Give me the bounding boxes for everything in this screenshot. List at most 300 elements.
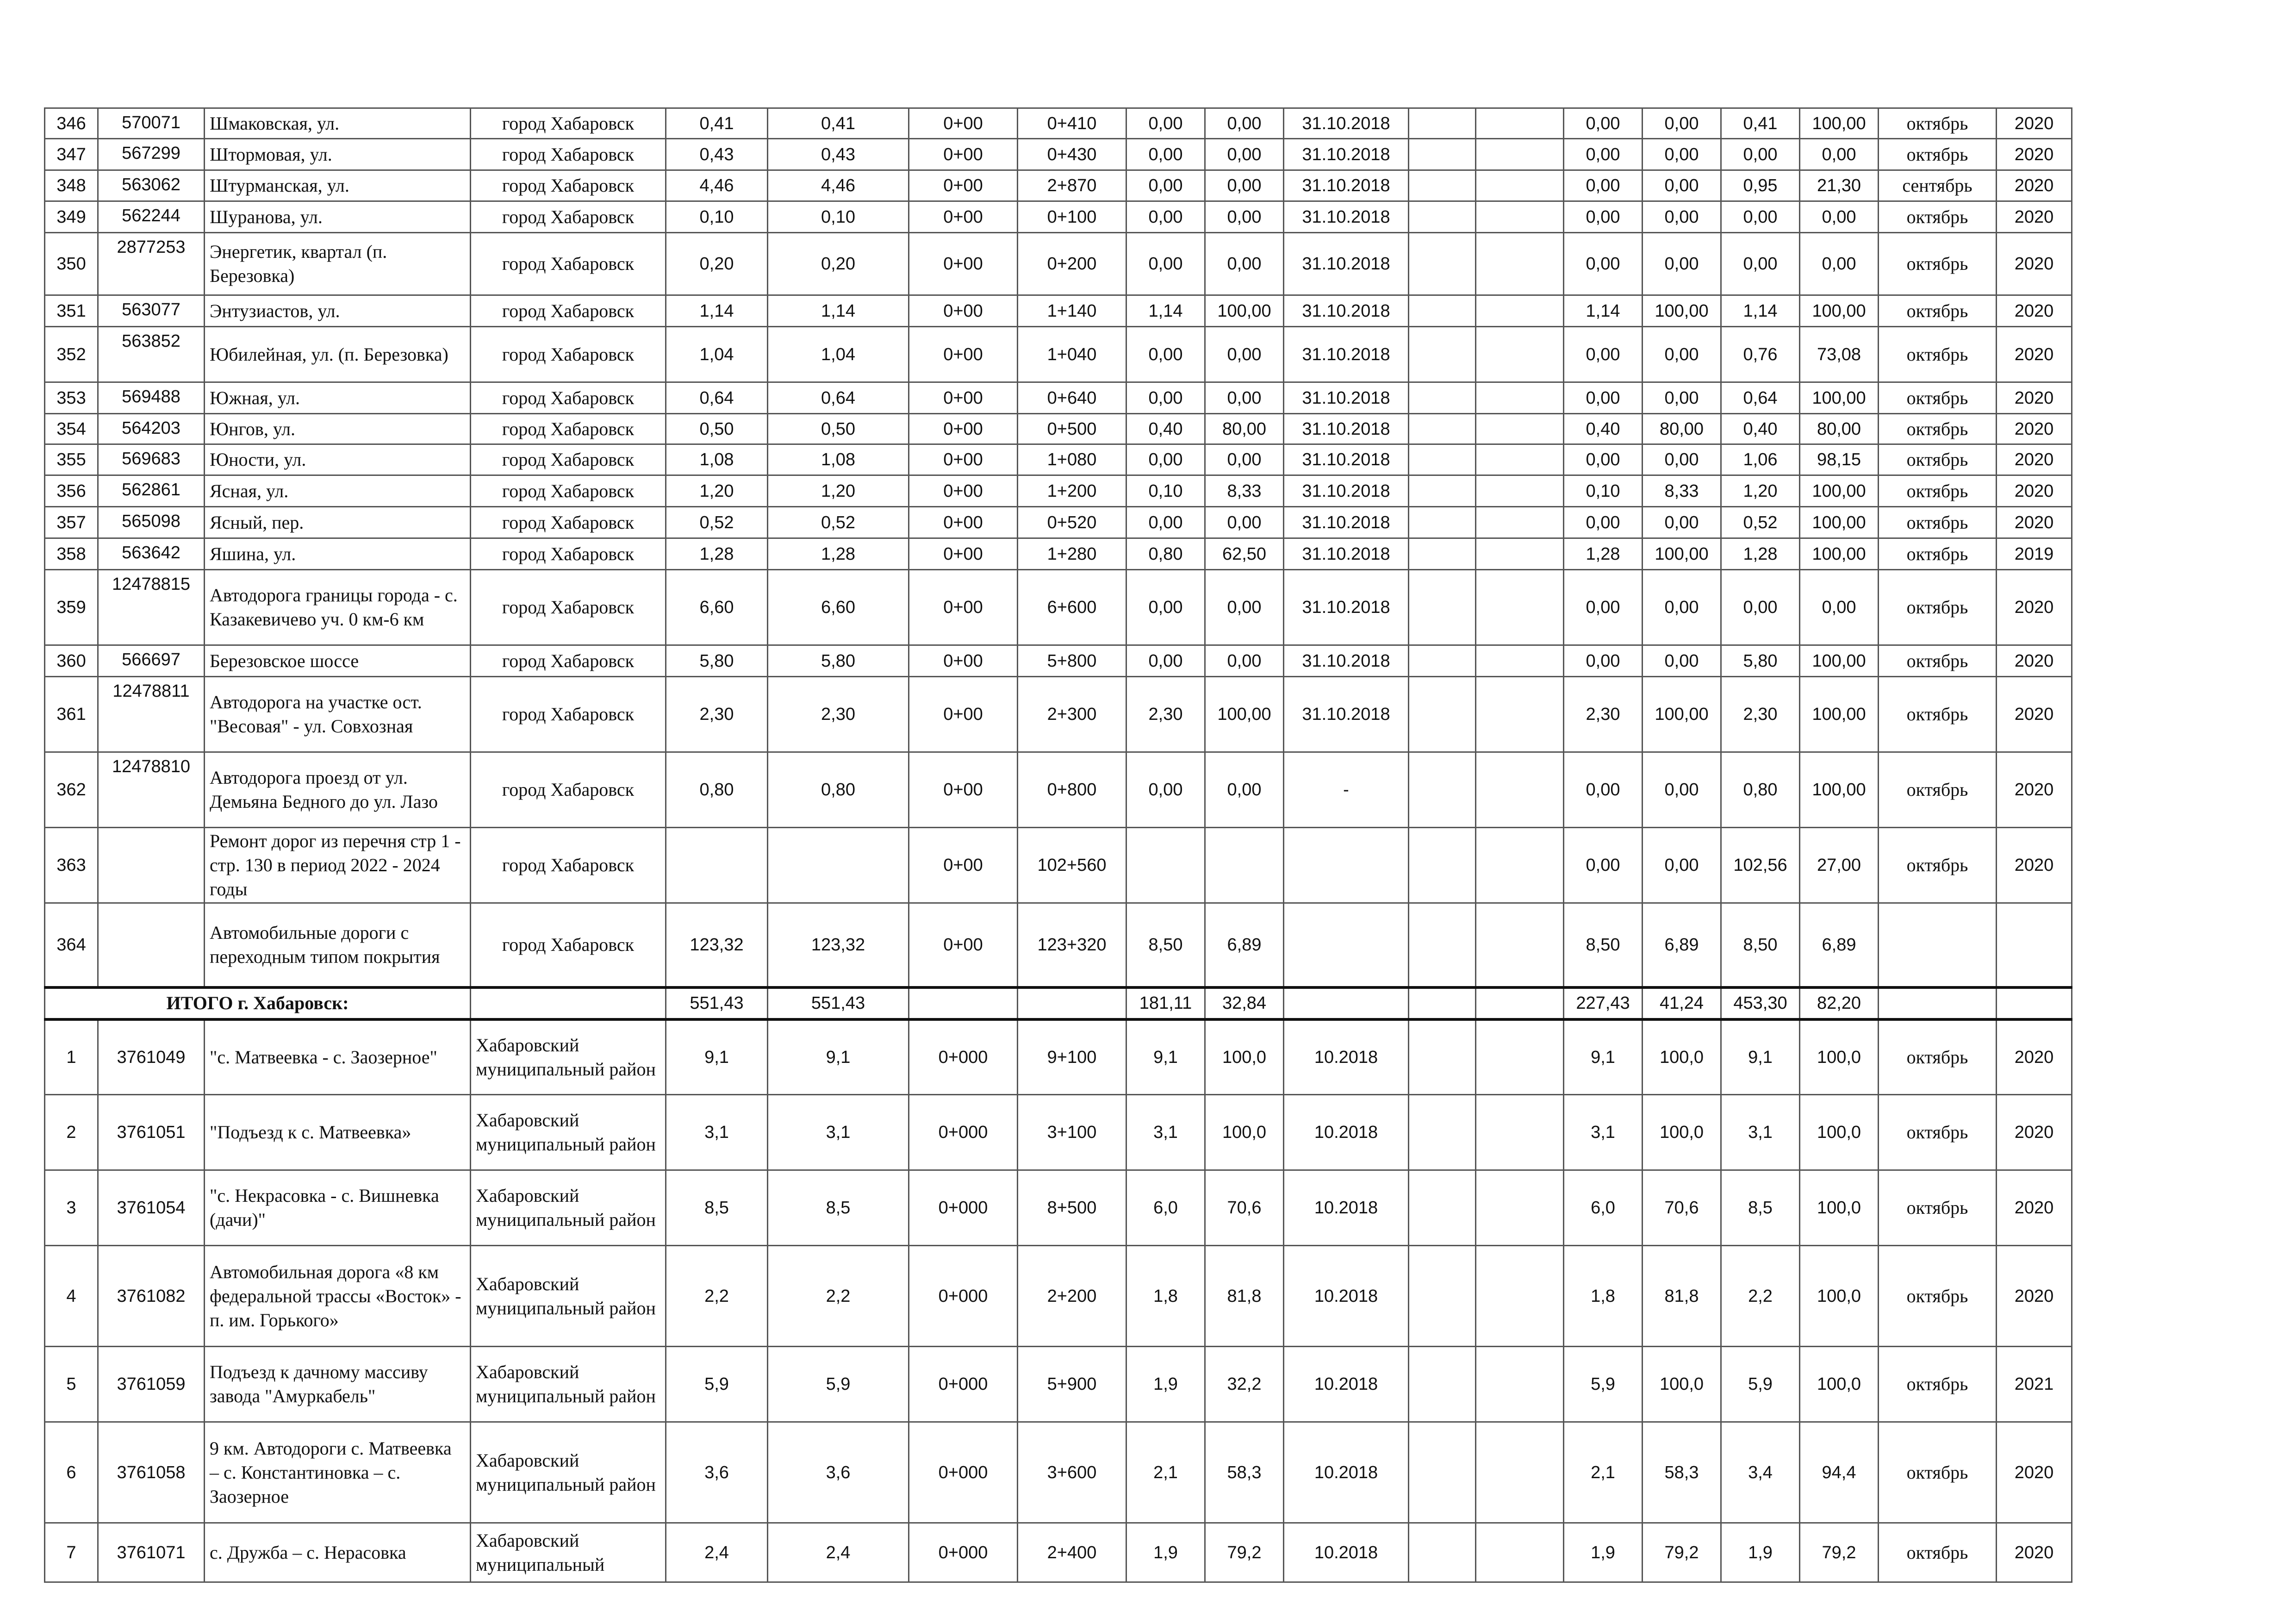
locality: город Хабаровск xyxy=(471,538,666,570)
value-d1: 1,14 xyxy=(1721,295,1800,327)
table-row xyxy=(45,903,2072,987)
locality: Хабаровский муниципальный район xyxy=(471,1019,666,1095)
percent-a2: 79,2 xyxy=(1205,1523,1284,1582)
year: 2020 xyxy=(1997,1170,2072,1246)
percent-d2: 100,0 xyxy=(1800,1246,1879,1347)
length-2: 0,43 xyxy=(768,139,909,170)
km-to: 5+900 xyxy=(1018,1347,1126,1422)
value-d1: 2,30 xyxy=(1721,677,1800,752)
road-name: Шуранова, ул. xyxy=(205,201,471,233)
total-d2: 82,20 xyxy=(1800,987,1879,1019)
value-a1: 0,00 xyxy=(1126,444,1205,475)
percent-a2: 0,00 xyxy=(1205,170,1284,201)
percent-a2: 0,00 xyxy=(1205,570,1284,645)
percent-a2: 0,00 xyxy=(1205,139,1284,170)
row-number: 353 xyxy=(45,382,98,414)
survey-date: 31.10.2018 xyxy=(1284,538,1409,570)
road-code: 12478810 xyxy=(98,752,205,828)
road-code: 569488 xyxy=(98,382,205,414)
percent-d2: 100,00 xyxy=(1800,752,1879,828)
road-code: 563852 xyxy=(98,327,205,382)
month: октябрь xyxy=(1879,327,1997,382)
row-number: 1 xyxy=(45,1019,98,1095)
month: октябрь xyxy=(1879,414,1997,444)
length-2: 2,4 xyxy=(768,1523,909,1582)
month: октябрь xyxy=(1879,677,1997,752)
total-date xyxy=(1284,987,1409,1019)
percent-d2: 0,00 xyxy=(1800,139,1879,170)
length-2: 0,41 xyxy=(768,108,909,139)
year: 2019 xyxy=(1997,538,2072,570)
value-c1: 6,0 xyxy=(1564,1170,1643,1246)
km-to: 3+600 xyxy=(1018,1422,1126,1523)
locality: город Хабаровск xyxy=(471,327,666,382)
road-code: 562244 xyxy=(98,201,205,233)
length-1: 0,43 xyxy=(666,139,768,170)
value-d1: 5,80 xyxy=(1721,645,1800,677)
value-a1: 0,00 xyxy=(1126,170,1205,201)
value-c1: 0,00 xyxy=(1564,327,1643,382)
percent-a2: 62,50 xyxy=(1205,538,1284,570)
road-code: 3761071 xyxy=(98,1523,205,1582)
table-row xyxy=(45,201,2072,233)
month: октябрь xyxy=(1879,233,1997,295)
survey-date: 31.10.2018 xyxy=(1284,414,1409,444)
value-b1 xyxy=(1409,327,1476,382)
value-b1 xyxy=(1409,382,1476,414)
survey-date: 10.2018 xyxy=(1284,1523,1409,1582)
value-b1 xyxy=(1409,139,1476,170)
km-from: 0+000 xyxy=(909,1523,1018,1582)
year: 2020 xyxy=(1997,1422,2072,1523)
value-b1 xyxy=(1409,570,1476,645)
length-2: 1,08 xyxy=(768,444,909,475)
length-2: 1,20 xyxy=(768,475,909,507)
percent-c2: 0,00 xyxy=(1643,444,1721,475)
percent-a2: 0,00 xyxy=(1205,382,1284,414)
year: 2020 xyxy=(1997,645,2072,677)
km-to: 2+200 xyxy=(1018,1246,1126,1347)
table-row xyxy=(45,538,2072,570)
value-b2 xyxy=(1476,570,1564,645)
value-a1: 0,00 xyxy=(1126,327,1205,382)
value-d1: 1,9 xyxy=(1721,1523,1800,1582)
row-number: 348 xyxy=(45,170,98,201)
length-1: 5,80 xyxy=(666,645,768,677)
total-year xyxy=(1997,987,2072,1019)
survey-date: 31.10.2018 xyxy=(1284,645,1409,677)
year: 2020 xyxy=(1997,139,2072,170)
value-d1: 0,00 xyxy=(1721,570,1800,645)
row-number: 351 xyxy=(45,295,98,327)
percent-d2: 100,00 xyxy=(1800,507,1879,538)
locality: город Хабаровск xyxy=(471,170,666,201)
survey-date: 10.2018 xyxy=(1284,1019,1409,1095)
survey-date: 31.10.2018 xyxy=(1284,677,1409,752)
row-number: 356 xyxy=(45,475,98,507)
length-1: 2,2 xyxy=(666,1246,768,1347)
row-number: 2 xyxy=(45,1095,98,1170)
percent-c2: 58,3 xyxy=(1643,1422,1721,1523)
percent-d2: 98,15 xyxy=(1800,444,1879,475)
value-b2 xyxy=(1476,828,1564,903)
value-d1: 0,00 xyxy=(1721,139,1800,170)
locality: Хабаровский муниципальный район xyxy=(471,1170,666,1246)
km-to: 0+430 xyxy=(1018,139,1126,170)
year: 2020 xyxy=(1997,752,2072,828)
road-name: Шмаковская, ул. xyxy=(205,108,471,139)
month: октябрь xyxy=(1879,828,1997,903)
survey-date: 10.2018 xyxy=(1284,1095,1409,1170)
percent-d2: 0,00 xyxy=(1800,570,1879,645)
km-to: 0+410 xyxy=(1018,108,1126,139)
year: 2020 xyxy=(1997,1246,2072,1347)
table-row xyxy=(45,752,2072,828)
km-to: 2+400 xyxy=(1018,1523,1126,1582)
locality: Хабаровский муниципальный район xyxy=(471,1422,666,1523)
road-code: 3761058 xyxy=(98,1422,205,1523)
locality: город Хабаровск xyxy=(471,570,666,645)
survey-date: 31.10.2018 xyxy=(1284,507,1409,538)
length-2: 0,50 xyxy=(768,414,909,444)
length-1: 2,4 xyxy=(666,1523,768,1582)
length-1: 3,1 xyxy=(666,1095,768,1170)
length-2: 6,60 xyxy=(768,570,909,645)
value-b1 xyxy=(1409,1170,1476,1246)
table-row xyxy=(45,828,2072,903)
road-name: Энтузиастов, ул. xyxy=(205,295,471,327)
value-d1: 0,00 xyxy=(1721,201,1800,233)
road-code: 563642 xyxy=(98,538,205,570)
road-name: Юнгов, ул. xyxy=(205,414,471,444)
value-a1: 0,00 xyxy=(1126,139,1205,170)
survey-date: 10.2018 xyxy=(1284,1347,1409,1422)
length-2: 1,14 xyxy=(768,295,909,327)
value-b1 xyxy=(1409,1095,1476,1170)
year: 2020 xyxy=(1997,1523,2072,1582)
month xyxy=(1879,903,1997,987)
value-d1: 0,95 xyxy=(1721,170,1800,201)
length-2: 8,5 xyxy=(768,1170,909,1246)
road-name: Энергетик, квартал (п. Березовка) xyxy=(205,233,471,295)
percent-c2: 100,0 xyxy=(1643,1347,1721,1422)
row-number: 364 xyxy=(45,903,98,987)
percent-a2 xyxy=(1205,828,1284,903)
value-c1: 1,8 xyxy=(1564,1246,1643,1347)
table-row xyxy=(45,1347,2072,1422)
km-from: 0+000 xyxy=(909,1095,1018,1170)
value-d1: 8,50 xyxy=(1721,903,1800,987)
road-code: 563062 xyxy=(98,170,205,201)
km-to: 0+520 xyxy=(1018,507,1126,538)
length-2: 3,1 xyxy=(768,1095,909,1170)
length-1: 1,20 xyxy=(666,475,768,507)
length-1: 0,80 xyxy=(666,752,768,828)
total-b2 xyxy=(1476,987,1564,1019)
value-b2 xyxy=(1476,201,1564,233)
value-b2 xyxy=(1476,170,1564,201)
percent-c2: 0,00 xyxy=(1643,327,1721,382)
km-from: 0+00 xyxy=(909,828,1018,903)
km-to: 0+800 xyxy=(1018,752,1126,828)
percent-d2: 27,00 xyxy=(1800,828,1879,903)
road-code: 567299 xyxy=(98,139,205,170)
locality: Хабаровский муниципальный район xyxy=(471,1347,666,1422)
road-code: 569683 xyxy=(98,444,205,475)
percent-d2: 100,0 xyxy=(1800,1170,1879,1246)
survey-date xyxy=(1284,828,1409,903)
km-to: 1+080 xyxy=(1018,444,1126,475)
value-b1 xyxy=(1409,677,1476,752)
table-row xyxy=(45,414,2072,444)
survey-date: 31.10.2018 xyxy=(1284,475,1409,507)
month: октябрь xyxy=(1879,1095,1997,1170)
value-a1: 1,8 xyxy=(1126,1246,1205,1347)
value-a1: 9,1 xyxy=(1126,1019,1205,1095)
month: октябрь xyxy=(1879,475,1997,507)
month: октябрь xyxy=(1879,1019,1997,1095)
year: 2020 xyxy=(1997,295,2072,327)
value-a1: 0,00 xyxy=(1126,201,1205,233)
total-length-2: 551,43 xyxy=(768,987,909,1019)
row-number: 7 xyxy=(45,1523,98,1582)
month: октябрь xyxy=(1879,507,1997,538)
table-row xyxy=(45,170,2072,201)
percent-c2: 0,00 xyxy=(1643,233,1721,295)
percent-c2: 100,00 xyxy=(1643,538,1721,570)
percent-c2: 0,00 xyxy=(1643,108,1721,139)
road-name: с. Дружба – с. Нерасовка xyxy=(205,1523,471,1582)
road-name: Юности, ул. xyxy=(205,444,471,475)
km-from: 0+00 xyxy=(909,677,1018,752)
km-from: 0+00 xyxy=(909,414,1018,444)
value-a1: 0,00 xyxy=(1126,752,1205,828)
row-number: 347 xyxy=(45,139,98,170)
percent-c2: 0,00 xyxy=(1643,201,1721,233)
length-1: 4,46 xyxy=(666,170,768,201)
percent-d2: 94,4 xyxy=(1800,1422,1879,1523)
value-a1: 2,30 xyxy=(1126,677,1205,752)
value-b1 xyxy=(1409,507,1476,538)
survey-date: 31.10.2018 xyxy=(1284,139,1409,170)
km-from: 0+000 xyxy=(909,1422,1018,1523)
row-number: 355 xyxy=(45,444,98,475)
survey-date: 31.10.2018 xyxy=(1284,170,1409,201)
length-2: 123,32 xyxy=(768,903,909,987)
road-name: Автодорога на участке ост. "Весовая" - ул. Совхозная xyxy=(205,677,471,752)
value-a1: 6,0 xyxy=(1126,1170,1205,1246)
percent-d2: 100,0 xyxy=(1800,1347,1879,1422)
length-1: 0,10 xyxy=(666,201,768,233)
locality: город Хабаровск xyxy=(471,444,666,475)
value-a1: 0,00 xyxy=(1126,233,1205,295)
total-length-1: 551,43 xyxy=(666,987,768,1019)
value-a1: 1,9 xyxy=(1126,1347,1205,1422)
value-c1: 0,00 xyxy=(1564,752,1643,828)
value-b1 xyxy=(1409,828,1476,903)
km-to: 2+870 xyxy=(1018,170,1126,201)
value-b2 xyxy=(1476,1246,1564,1347)
value-b1 xyxy=(1409,752,1476,828)
total-place xyxy=(471,987,666,1019)
value-d1: 1,06 xyxy=(1721,444,1800,475)
total-km-to xyxy=(1018,987,1126,1019)
value-c1: 0,10 xyxy=(1564,475,1643,507)
month: октябрь xyxy=(1879,201,1997,233)
table-row xyxy=(45,1422,2072,1523)
value-d1: 0,41 xyxy=(1721,108,1800,139)
length-2: 9,1 xyxy=(768,1019,909,1095)
value-b1 xyxy=(1409,1523,1476,1582)
percent-d2: 6,89 xyxy=(1800,903,1879,987)
km-to: 1+280 xyxy=(1018,538,1126,570)
value-d1: 0,76 xyxy=(1721,327,1800,382)
length-1: 6,60 xyxy=(666,570,768,645)
locality: город Хабаровск xyxy=(471,475,666,507)
month: октябрь xyxy=(1879,538,1997,570)
road-name: Березовское шоссе xyxy=(205,645,471,677)
value-b2 xyxy=(1476,139,1564,170)
road-code: 3761049 xyxy=(98,1019,205,1095)
table-row xyxy=(45,327,2072,382)
total-month xyxy=(1879,987,1997,1019)
value-c1: 0,00 xyxy=(1564,233,1643,295)
value-a1: 0,80 xyxy=(1126,538,1205,570)
percent-a2: 32,2 xyxy=(1205,1347,1284,1422)
road-code: 562861 xyxy=(98,475,205,507)
percent-d2: 100,00 xyxy=(1800,475,1879,507)
value-d1: 1,20 xyxy=(1721,475,1800,507)
locality: город Хабаровск xyxy=(471,414,666,444)
length-2: 4,46 xyxy=(768,170,909,201)
year: 2020 xyxy=(1997,1019,2072,1095)
length-2: 5,80 xyxy=(768,645,909,677)
road-code: 566697 xyxy=(98,645,205,677)
length-2: 0,52 xyxy=(768,507,909,538)
value-b1 xyxy=(1409,170,1476,201)
km-from: 0+00 xyxy=(909,201,1018,233)
km-from: 0+00 xyxy=(909,538,1018,570)
percent-c2: 0,00 xyxy=(1643,382,1721,414)
value-b2 xyxy=(1476,444,1564,475)
year: 2020 xyxy=(1997,170,2072,201)
length-1: 5,9 xyxy=(666,1347,768,1422)
month: октябрь xyxy=(1879,752,1997,828)
value-d1: 0,40 xyxy=(1721,414,1800,444)
value-c1: 2,30 xyxy=(1564,677,1643,752)
value-a1 xyxy=(1126,828,1205,903)
km-from: 0+000 xyxy=(909,1246,1018,1347)
length-2: 2,2 xyxy=(768,1246,909,1347)
total-b1 xyxy=(1409,987,1476,1019)
percent-c2: 100,0 xyxy=(1643,1019,1721,1095)
value-b2 xyxy=(1476,108,1564,139)
row-number: 362 xyxy=(45,752,98,828)
locality: город Хабаровск xyxy=(471,201,666,233)
value-b1 xyxy=(1409,444,1476,475)
length-1: 2,30 xyxy=(666,677,768,752)
value-b1 xyxy=(1409,1246,1476,1347)
value-a1: 0,00 xyxy=(1126,382,1205,414)
km-from: 0+000 xyxy=(909,1019,1018,1095)
survey-date: 31.10.2018 xyxy=(1284,233,1409,295)
value-a1: 0,00 xyxy=(1126,507,1205,538)
percent-c2: 0,00 xyxy=(1643,752,1721,828)
table-row xyxy=(45,295,2072,327)
survey-date: 31.10.2018 xyxy=(1284,444,1409,475)
row-number: 3 xyxy=(45,1170,98,1246)
percent-a2: 0,00 xyxy=(1205,507,1284,538)
row-number: 349 xyxy=(45,201,98,233)
value-a1: 0,00 xyxy=(1126,570,1205,645)
km-to: 0+200 xyxy=(1018,233,1126,295)
value-a1: 3,1 xyxy=(1126,1095,1205,1170)
percent-d2: 80,00 xyxy=(1800,414,1879,444)
row-number: 352 xyxy=(45,327,98,382)
km-to: 123+320 xyxy=(1018,903,1126,987)
table-row xyxy=(45,1019,2072,1095)
city-rows xyxy=(45,108,2072,987)
road-name: Ясная, ул. xyxy=(205,475,471,507)
percent-c2: 6,89 xyxy=(1643,903,1721,987)
value-a1: 1,9 xyxy=(1126,1523,1205,1582)
value-b2 xyxy=(1476,1019,1564,1095)
row-number: 4 xyxy=(45,1246,98,1347)
road-name: Штурманская, ул. xyxy=(205,170,471,201)
value-b2 xyxy=(1476,1422,1564,1523)
value-c1: 2,1 xyxy=(1564,1422,1643,1523)
length-1: 0,50 xyxy=(666,414,768,444)
month: октябрь xyxy=(1879,1523,1997,1582)
total-c1: 227,43 xyxy=(1564,987,1643,1019)
value-c1: 0,00 xyxy=(1564,108,1643,139)
length-1: 0,20 xyxy=(666,233,768,295)
value-d1: 3,4 xyxy=(1721,1422,1800,1523)
value-c1: 1,14 xyxy=(1564,295,1643,327)
km-from: 0+00 xyxy=(909,327,1018,382)
survey-date: 31.10.2018 xyxy=(1284,382,1409,414)
survey-date: 31.10.2018 xyxy=(1284,108,1409,139)
km-from: 0+00 xyxy=(909,233,1018,295)
length-2: 5,9 xyxy=(768,1347,909,1422)
length-2: 2,30 xyxy=(768,677,909,752)
value-b2 xyxy=(1476,1095,1564,1170)
km-to: 0+640 xyxy=(1018,382,1126,414)
locality: Хабаровский муниципальный район xyxy=(471,1095,666,1170)
km-from: 0+00 xyxy=(909,903,1018,987)
percent-a2: 6,89 xyxy=(1205,903,1284,987)
length-1: 0,52 xyxy=(666,507,768,538)
total-km-from xyxy=(909,987,1018,1019)
year: 2020 xyxy=(1997,507,2072,538)
road-name: Южная, ул. xyxy=(205,382,471,414)
percent-a2: 80,00 xyxy=(1205,414,1284,444)
value-c1: 0,00 xyxy=(1564,828,1643,903)
length-1 xyxy=(666,828,768,903)
month: октябрь xyxy=(1879,382,1997,414)
percent-a2: 81,8 xyxy=(1205,1246,1284,1347)
percent-c2: 0,00 xyxy=(1643,570,1721,645)
table-row xyxy=(45,645,2072,677)
value-a1: 0,10 xyxy=(1126,475,1205,507)
month: октябрь xyxy=(1879,108,1997,139)
length-1: 9,1 xyxy=(666,1019,768,1095)
total-a1: 181,11 xyxy=(1126,987,1205,1019)
value-b2 xyxy=(1476,677,1564,752)
road-name: Ремонт дорог из перечня стр 1 - стр. 130 в период 2022 - 2024 годы xyxy=(205,828,471,903)
km-from: 0+00 xyxy=(909,475,1018,507)
road-name: Автодорога границы города - с. Казакевичево уч. 0 км-6 км xyxy=(205,570,471,645)
